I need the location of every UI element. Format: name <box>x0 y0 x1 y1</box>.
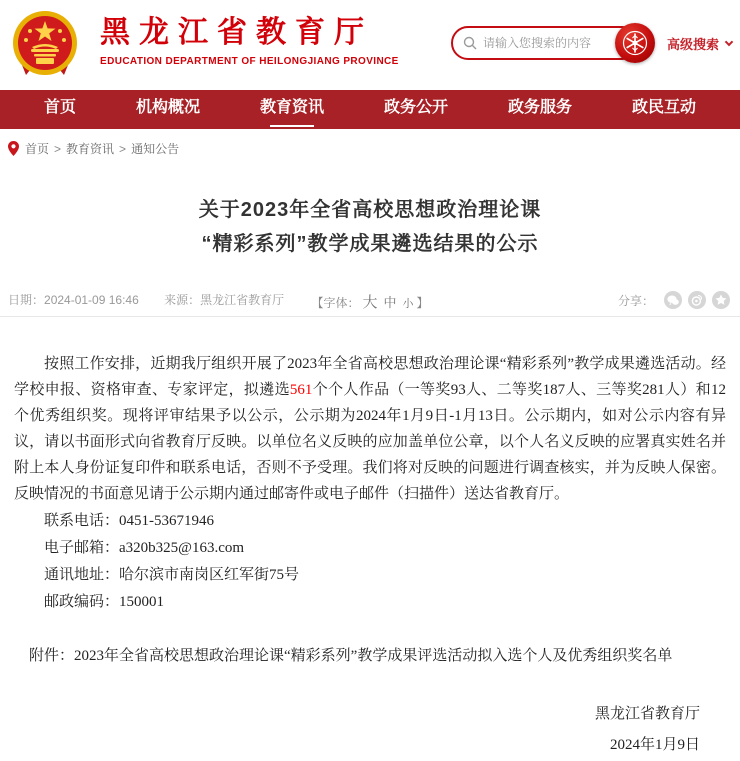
search-icon <box>463 36 477 50</box>
site-header <box>0 0 740 90</box>
breadcrumb-home[interactable]: 首页 <box>25 142 50 156</box>
signature-date: 2024年1月9日 <box>609 737 700 753</box>
contact-phone: 联系电话：0451-53671946 <box>44 513 214 529</box>
article-title-line2: “精彩系列”教学成果遴选结果的公示 <box>201 233 539 255</box>
signature-department: 黑龙江省教育厅 <box>594 706 700 722</box>
contact-address: 通讯地址：哈尔滨市南岗区红军街75号 <box>44 567 300 583</box>
site-title <box>100 16 399 67</box>
nav-item-home[interactable]: 首页 <box>43 99 76 116</box>
weibo-share-icon[interactable] <box>688 291 706 309</box>
contact-zipcode: 邮政编码：150001 <box>44 594 165 610</box>
search-input[interactable] <box>483 36 613 50</box>
article-body <box>0 317 740 761</box>
contact-block <box>14 508 726 616</box>
share-controls <box>618 291 730 309</box>
font-size-medium-button[interactable]: 中 <box>383 295 397 310</box>
nav-item-public-interaction[interactable]: 政民互动 <box>631 99 696 116</box>
breadcrumb-education-news[interactable]: 教育资讯 <box>66 142 115 156</box>
font-ctl-suffix: 】 <box>416 296 429 310</box>
nav-item-education-news[interactable]: 教育资讯 <box>254 90 330 129</box>
site-name-en: EDUCATION DEPARTMENT OF HEILONGJIANG PROVINCE <box>100 56 399 67</box>
para1-text-after: 个个人作品（一等奖93人、二等奖187人、三等奖281人）和12个优秀组织奖。现将评审结果予以公示，公示期为2024年1月9日-1月13日。公示期内，如对公示内容有异议，请以书面形式向省教育厅反映。以单位名义反映的应加盖单位公章，以个人名义反映的应署真实姓名并附上本人身份证复印件和联系电话，否则不予受理。我们将对反映的问题进行调查核实，并为反映人保密。反映情况的书面意见请于公示期内通过邮寄件或电子邮件（扫描件）送达省教育厅。 <box>14 382 726 502</box>
article-source: 黑龙江省教育厅 <box>200 293 285 307</box>
signature-block <box>14 699 726 761</box>
breadcrumb-separator: > <box>54 141 62 156</box>
search-submit-button[interactable] <box>615 23 655 63</box>
search-box[interactable] <box>451 26 639 60</box>
breadcrumb-notices[interactable]: 通知公告 <box>131 142 180 156</box>
page-title <box>0 193 740 261</box>
font-size-large-button[interactable]: 大 <box>362 294 378 311</box>
nav-item-gov-disclosure[interactable]: 政务公开 <box>383 99 448 116</box>
nav-item-overview[interactable]: 机构概况 <box>135 99 200 116</box>
font-ctl-prefix: 【字体： <box>311 296 360 310</box>
share-label: 分享： <box>617 293 654 308</box>
main-nav <box>0 90 740 129</box>
site-name-cn: 黑龙江省教育厅 <box>100 16 373 49</box>
location-pin-icon <box>8 141 19 156</box>
para1-highlight-number: 561 <box>289 382 313 398</box>
source-label: 来源： <box>164 293 201 307</box>
font-size-small-button[interactable]: 小 <box>402 298 414 310</box>
national-emblem-logo <box>10 9 80 81</box>
chevron-down-icon <box>725 37 733 45</box>
article-title-line1: 关于2023年全省高校思想政治理论课 <box>198 199 542 221</box>
wechat-share-icon[interactable] <box>664 291 682 309</box>
search-area <box>451 23 732 63</box>
advanced-search-toggle[interactable] <box>667 34 732 53</box>
advanced-search-label: 高级搜索 <box>666 36 719 52</box>
snowflake-icon <box>622 30 648 56</box>
attachment-link[interactable]: 附件：2023年全省高校思想政治理论课“精彩系列”教学成果评选活动拟入选个人及优秀组织奖名单 <box>29 648 673 664</box>
para1-text-before: 按照工作安排，近期我厅组织开展了2023年全省高校思想政治理论课“精彩系列”教学成果遴选活动。经学校申报、资格审查、专家评定，拟遴选 <box>14 356 726 398</box>
article-paragraph <box>14 351 726 507</box>
nav-item-gov-services[interactable]: 政务服务 <box>507 99 572 116</box>
star-share-icon[interactable] <box>712 291 730 309</box>
date-label: 日期： <box>8 293 45 307</box>
breadcrumb <box>0 129 740 163</box>
article-meta-bar <box>0 287 740 317</box>
breadcrumb-separator: > <box>119 141 127 156</box>
contact-email: 电子邮箱：a320b325@163.com <box>44 540 245 556</box>
article-date: 2024-01-09 16:46 <box>44 293 139 307</box>
